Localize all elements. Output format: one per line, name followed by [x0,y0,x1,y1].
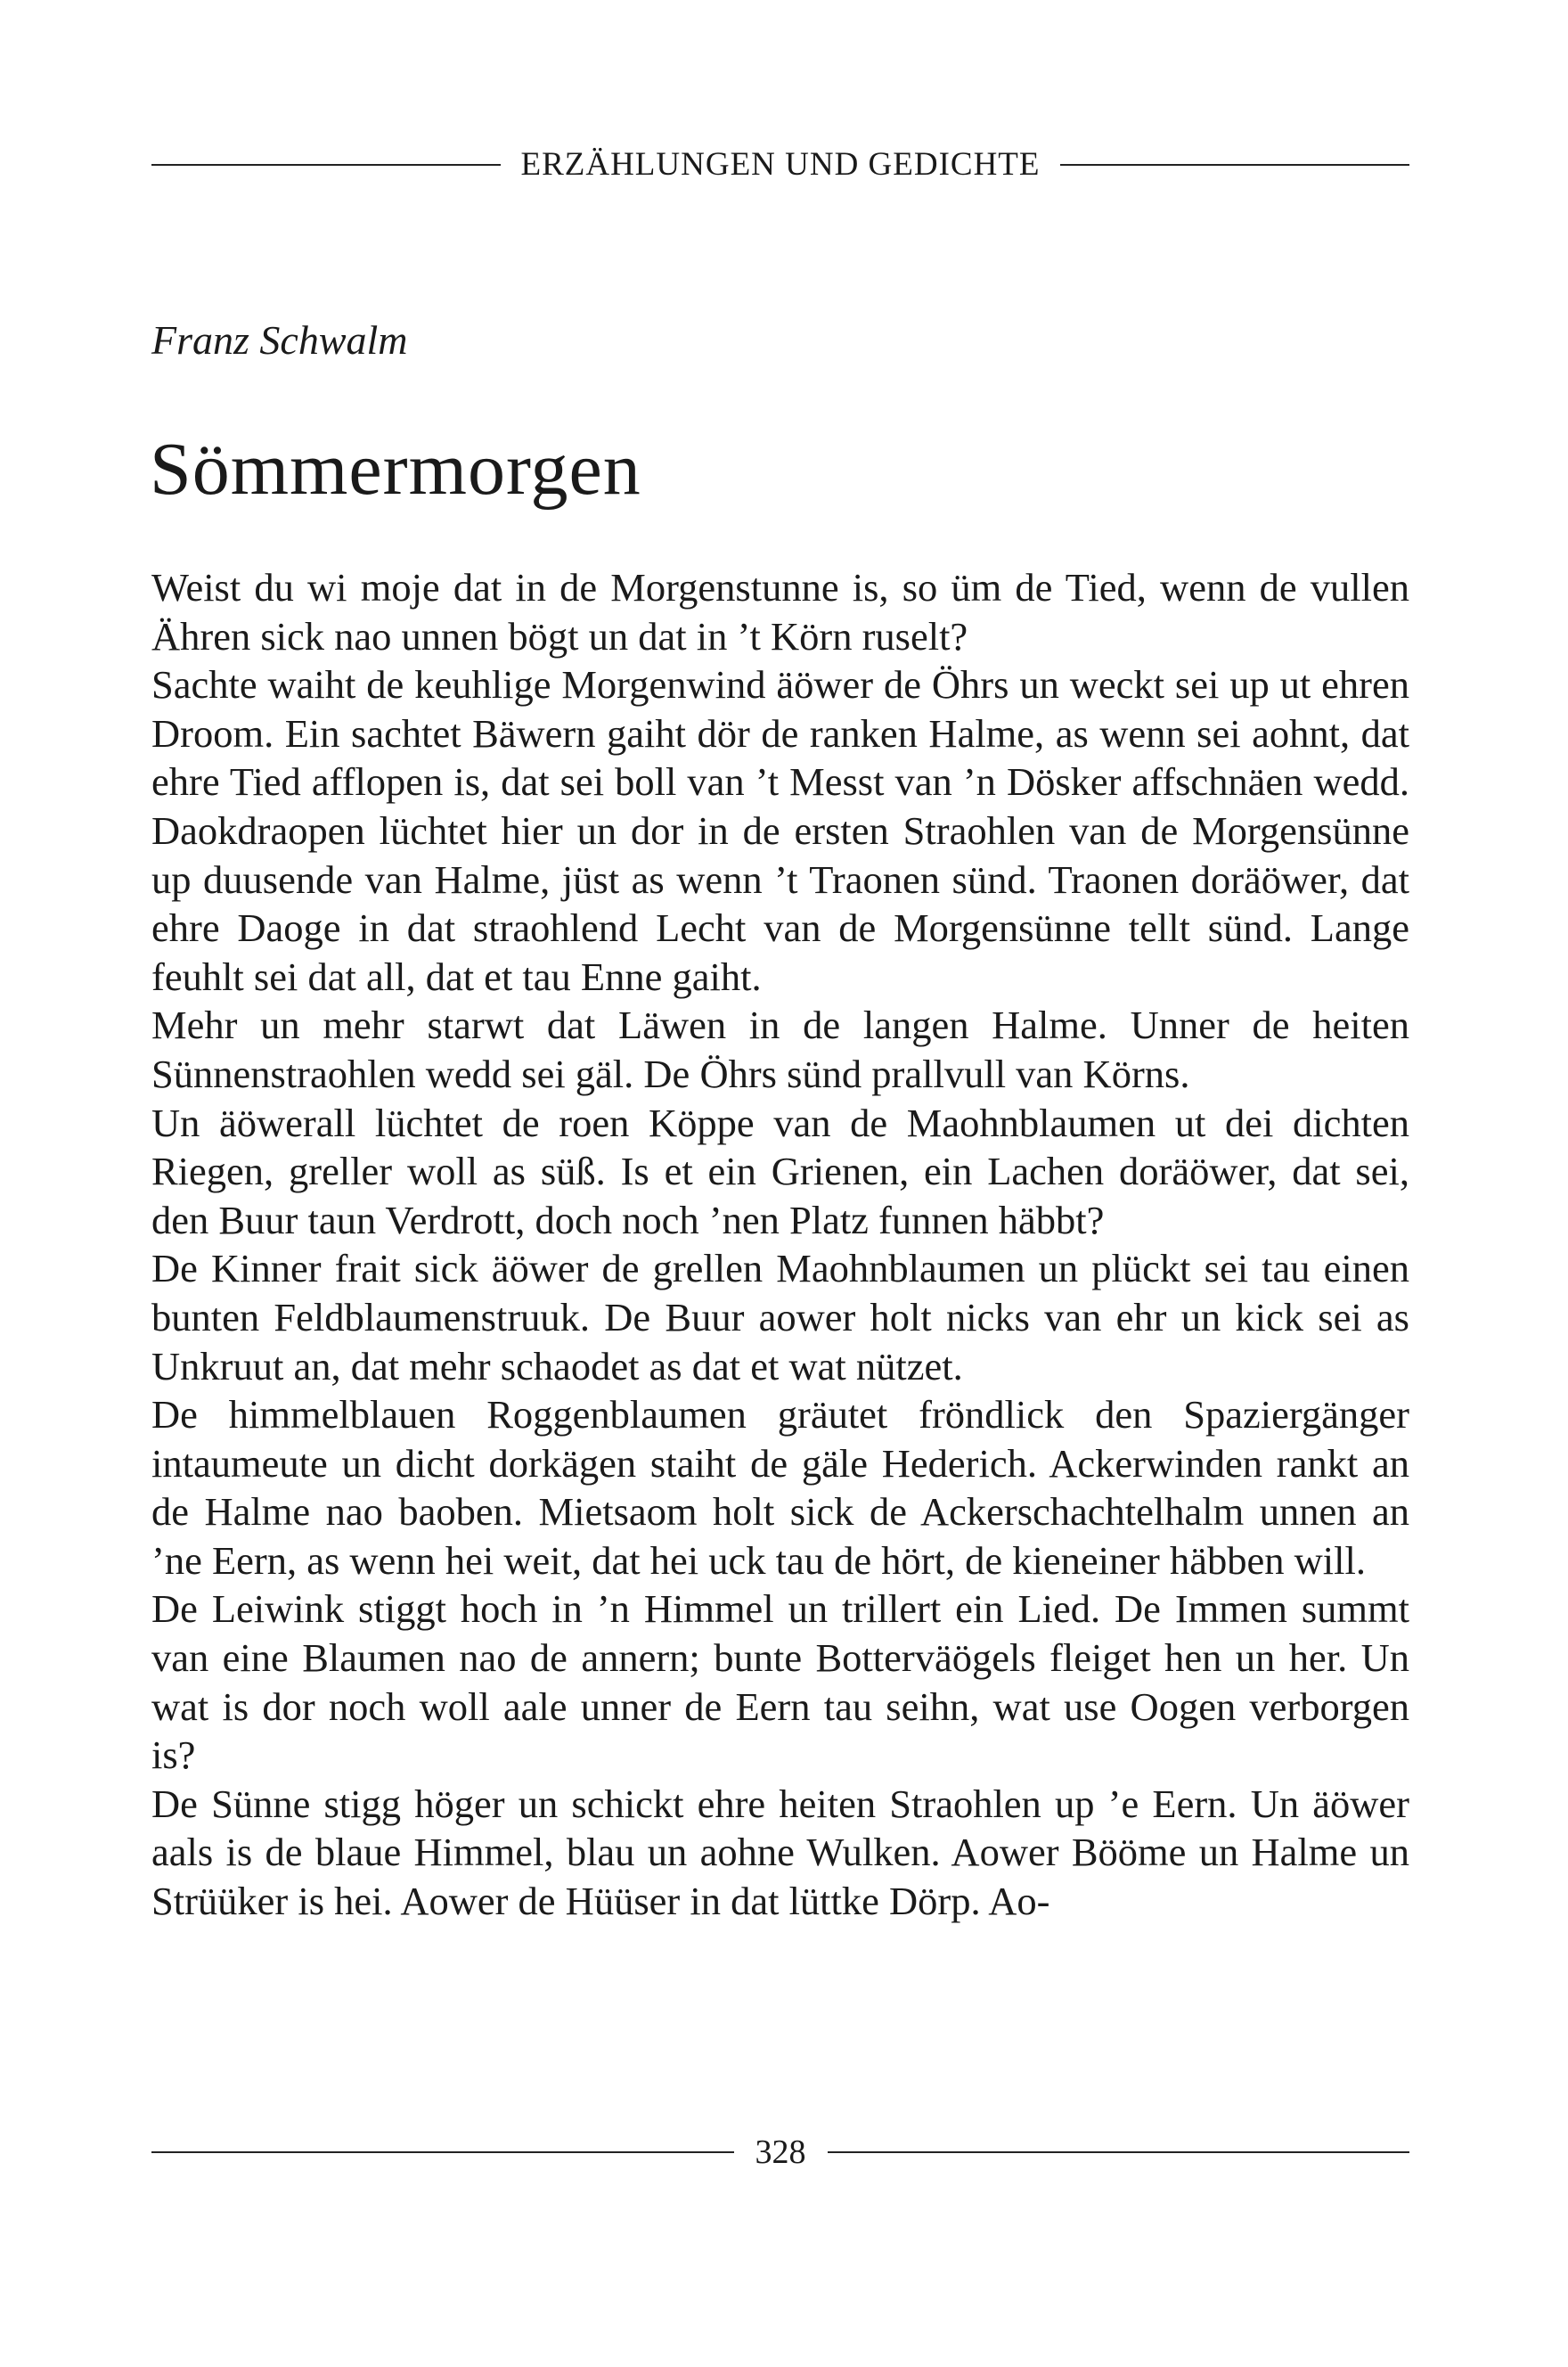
page-footer [151,2133,1409,2172]
paragraph: De Sünne stigg höger un schickt ehre heiten Straohlen up ’e Eern. Un äöwer aals is de blaue Himmel, blau un aohne Wulken. Aower Bööme un Halme un Strüüker is hei. Aower de Hüüser in dat lüttke Dörp. Ao- [151,1781,1409,1924]
running-head-rule-left [151,164,501,166]
author-name: Franz Schwalm [151,317,408,363]
story-title: Sömmermorgen [150,428,641,511]
paragraph: Sachte waiht de keuhlige Morgenwind äöwer de Öhrs un weckt sei up ut ehren Droom. Ein sachtet Bäwern gaiht dör de ranken Halme, as wenn sei aohnt, dat ehre Tied afflopen is, dat sei boll van ’t Messt van ’n Dösker affschnäen wedd. Daokdraopen lüchtet hier un dor in de ersten Straohlen van de Morgensünne up duusende van Halme, jüst as wenn ’t Traonen sünd. Traonen doräöwer, dat ehre Daoge in dat straohlend Lecht van de Morgensünne tellt sünd. Lange feuhlt sei dat all, dat et tau Enne gaiht. [151,662,1409,999]
paragraph: De himmelblauen Roggenblaumen gräutet fröndlick den Spaziergänger intaumeute un dicht dorkägen staiht de gäle Hederich. Ackerwinden rankt an de Halme nao baoben. Mietsaom holt sick de Ackerschachtelhalm unnen an ’ne Eern, as wenn hei weit, dat hei uck tau de hört, de kieneiner häbben will. [151,1392,1409,1583]
paragraph: De Leiwink stiggt hoch in ’n Himmel un trillert ein Lied. De Immen summt van eine Blaumen nao de annern; bunte Botterväögels fleiget hen un her. Un wat is dor noch woll aale unner de Eern tau seihn, wat use Oogen verborgen is? [151,1586,1409,1778]
footer-rule-left [151,2151,734,2153]
footer-rule-right [828,2151,1410,2153]
paragraph: Mehr un mehr starwt dat Läwen in de langen Halme. Unner de heiten Sünnenstraohlen wedd sei gäl. De Öhrs sünd prallvull van Körns. [151,1003,1409,1096]
story-body [151,563,1409,1926]
paragraph: Weist du wi moje dat in de Morgenstunne is, so üm de Tied, wenn de vullen Ähren sick nao unnen bögt un dat in ’t Körn ruselt? [151,565,1409,659]
running-head-rule-right [1060,164,1409,166]
running-head [151,145,1409,184]
paragraph: Un äöwerall lüchtet de roen Köppe van de Maohnblaumen ut dei dichten Riegen, greller woll as süß. Is et ein Grienen, ein Lachen doräöwer, dat sei, den Buur taun Verdrott, doch noch ’nen Platz funnen häbbt? [151,1100,1409,1242]
paragraph: De Kinner frait sick äöwer de grellen Maohnblaumen un plückt sei tau einen bunten Feldblaumenstruuk. De Buur aower holt nicks van ehr un kick sei as Unkruut an, dat mehr schaodet as dat et wat nützet. [151,1246,1409,1388]
page-number: 328 [755,2134,806,2171]
running-head-text: ERZÄHLUNGEN UND GEDICHTE [520,146,1041,183]
